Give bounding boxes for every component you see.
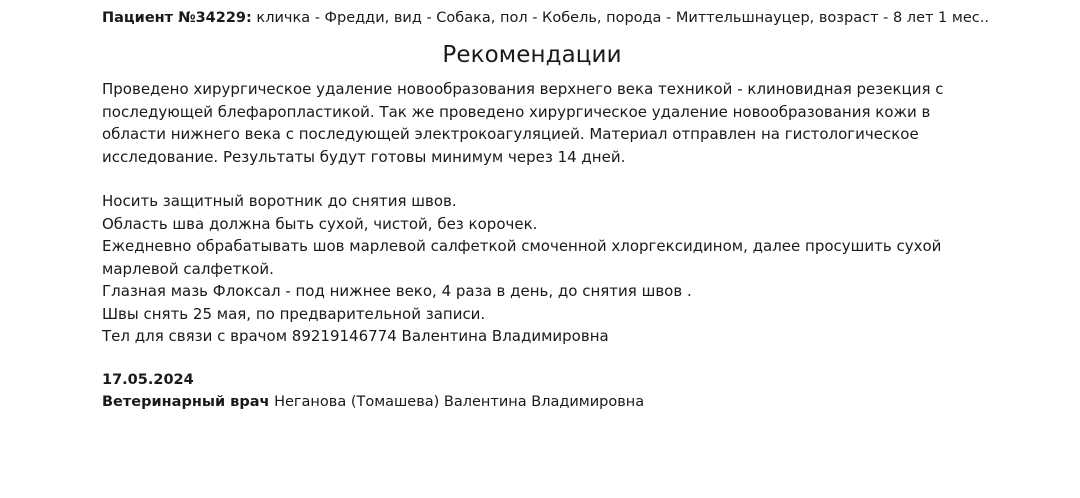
list-item: Тел для связи с врачом 89219146774 Валентина Владимировна xyxy=(102,327,609,345)
patient-details: кличка - Фредди, вид - Собака, пол - Кобель, порода - Миттельшнауцер, возраст - 8 лет 1 мес.. xyxy=(251,10,989,26)
patient-header xyxy=(102,8,989,28)
doctor-role-label: Ветеринарный врач xyxy=(102,393,270,410)
list-item: Область шва должна быть сухой, чистой, без корочек. xyxy=(102,214,538,233)
signature-date: 17.05.2024 xyxy=(102,371,194,388)
doctor-name: Неганова (Томашева) Валентина Владимировна xyxy=(269,393,645,410)
list-item: Носить защитный воротник до снятия швов. xyxy=(102,192,457,210)
list-item: Швы снять 25 мая, по предварительной записи. xyxy=(102,304,486,323)
summary-paragraph: Проведено хирургическое удаление новообразования верхнего века техникой - клиновидная резекция с последующей блефаропластикой. Так же проведено хирургическое удаление новообразования кожи в области нижнего века с последующей электрокоагуляцией. Материал отправлен на гистологическое исследование. Результаты будут готовы минимум через 14 дней. xyxy=(102,80,944,166)
paragraph-spacer xyxy=(102,168,962,190)
list-item: Ежедневно обрабатывать шов марлевой салфеткой смоченной хлоргексидином, далее просушить сухой марлевой салфеткой. xyxy=(102,237,942,278)
signature-block xyxy=(102,370,962,413)
patient-label: Пациент №34229: xyxy=(102,10,252,26)
recommendations-list xyxy=(102,190,962,348)
page-title: Рекомендации xyxy=(442,42,622,68)
signature-doctor xyxy=(102,392,962,413)
list-item: Глазная мазь Флоксал - под нижнее веко, 4 раза в день, до снятия швов . xyxy=(102,282,692,300)
